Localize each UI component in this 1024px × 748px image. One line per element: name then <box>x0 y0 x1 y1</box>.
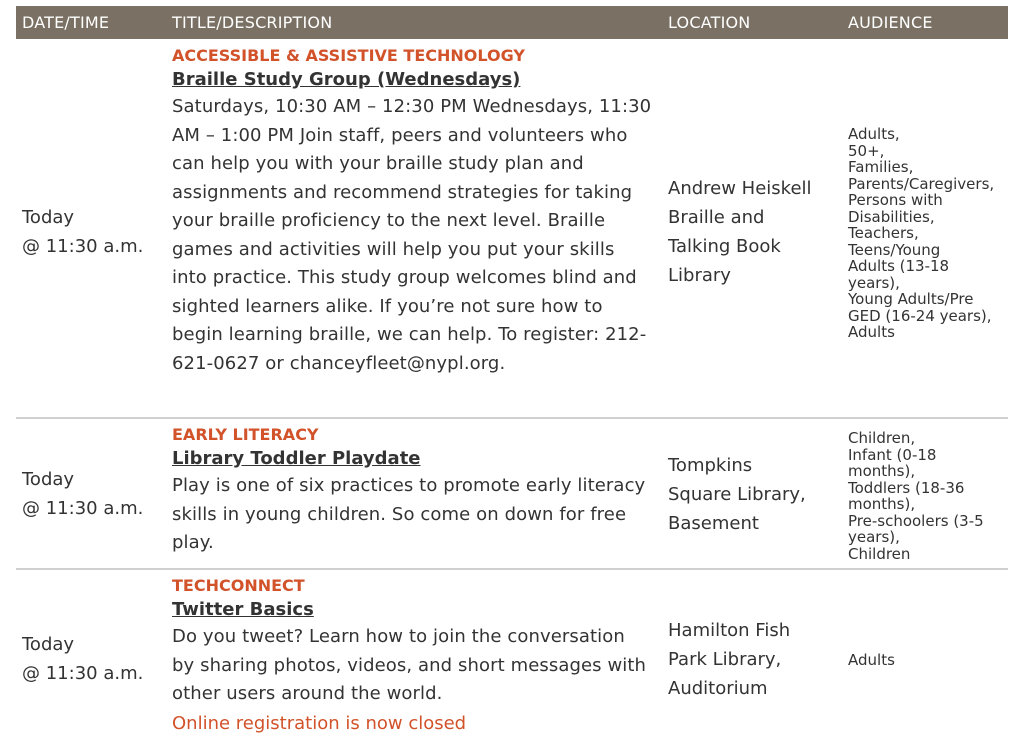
event-title-link[interactable]: Twitter Basics <box>172 599 314 620</box>
event-audience-line: years), <box>848 528 900 546</box>
event-location-line: Park Library, <box>668 649 782 670</box>
event-audience-line: Adults, <box>848 125 900 143</box>
event-location-line: Square Library, <box>668 484 806 505</box>
event-location-line: Tompkins <box>668 455 753 476</box>
event-details <box>172 575 652 738</box>
event-details <box>172 45 652 378</box>
header-location: LOCATION <box>668 13 751 32</box>
event-location-line: Library <box>668 265 731 286</box>
event-audience-line: months), <box>848 462 916 480</box>
event-audience-line: Disabilities, <box>848 207 935 226</box>
table-row <box>16 39 1008 419</box>
event-audience <box>848 430 1012 562</box>
event-audience-line: Toddlers (18-36 <box>848 478 965 497</box>
event-date-day: Today <box>22 469 75 490</box>
event-category: EARLY LITERACY <box>172 425 319 444</box>
event-location <box>668 451 838 538</box>
registration-closed-notice: Online registration is now closed <box>172 712 467 734</box>
event-audience-line: Adults <box>848 651 895 669</box>
event-audience-line: GED (16-24 years), <box>848 306 992 325</box>
event-title-link[interactable]: Braille Study Group (Wednesdays) <box>172 69 521 90</box>
header-audience: AUDIENCE <box>848 13 933 32</box>
event-date <box>22 630 162 688</box>
event-audience-line: Children <box>848 544 911 563</box>
event-title-link[interactable]: Library Toddler Playdate <box>172 448 421 469</box>
event-audience-line: Children, <box>848 429 916 447</box>
event-audience-line: Persons with <box>848 191 943 209</box>
event-date-day: Today <box>22 207 75 228</box>
event-audience-line: months), <box>848 495 916 513</box>
event-description: Saturdays, 10:30 AM – 12:30 PM Wednesdays, 11:30 AM – 1:00 PM Join staff, peers and volunteers who can help you with your braille study plan and assignments and recommend strategies for taking your braille proficiency to the next level. Braille games and activities will help you put your skills into practice. This study group welcomes blind and sighted learners alike. If you’re not sure how to begin learning braille, we can help. To register: 212-621-0627 or chanceyfleet@nypl.org. <box>172 96 652 374</box>
event-audience-line: Infant (0-18 <box>848 445 937 464</box>
event-audience-line: Families, <box>848 158 914 176</box>
event-audience <box>848 126 1012 341</box>
event-audience-line: Young Adults/Pre <box>848 290 974 308</box>
event-audience-line: Pre-schoolers (3-5 <box>848 511 984 530</box>
event-description: Play is one of six practices to promote early literacy skills in young children. So come on down for free play. <box>172 475 646 553</box>
event-location-line: Basement <box>668 513 759 534</box>
events-table <box>16 6 1008 748</box>
event-location-line: Talking Book <box>668 236 781 257</box>
event-location-line: Braille and <box>668 207 765 228</box>
event-audience-line: Teens/Young <box>848 240 941 259</box>
header-date-time: DATE/TIME <box>22 13 110 32</box>
event-location <box>668 174 838 290</box>
event-location-line: Andrew Heiskell <box>668 178 812 199</box>
event-audience-line: Parents/Caregivers, <box>848 174 995 193</box>
event-audience-line: Adults (13-18 <box>848 257 950 275</box>
event-audience-line: 50+, <box>848 141 885 160</box>
event-date-time: @ 11:30 a.m. <box>22 498 144 519</box>
event-location-line: Hamilton Fish <box>668 620 791 641</box>
event-category: TECHCONNECT <box>172 576 305 595</box>
event-audience-line: years), <box>848 273 900 292</box>
table-row <box>16 419 1008 570</box>
event-date-time: @ 11:30 a.m. <box>22 663 144 684</box>
event-audience-line: Adults <box>848 323 895 341</box>
event-details <box>172 424 652 558</box>
event-date <box>22 465 162 523</box>
event-category: ACCESSIBLE & ASSISTIVE TECHNOLOGY <box>172 46 525 65</box>
event-date <box>22 203 162 261</box>
event-audience <box>848 652 1012 669</box>
event-audience-line: Teachers, <box>848 224 919 242</box>
event-location-line: Auditorium <box>668 678 768 699</box>
event-description: Do you tweet? Learn how to join the conversation by sharing photos, videos, and short messages with other users around the world. <box>172 626 647 704</box>
table-header <box>16 6 1008 39</box>
header-title-description: TITLE/DESCRIPTION <box>172 13 333 32</box>
event-date-day: Today <box>22 634 75 655</box>
table-row <box>16 570 1008 748</box>
event-date-time: @ 11:30 a.m. <box>22 236 144 257</box>
event-location <box>668 616 838 703</box>
